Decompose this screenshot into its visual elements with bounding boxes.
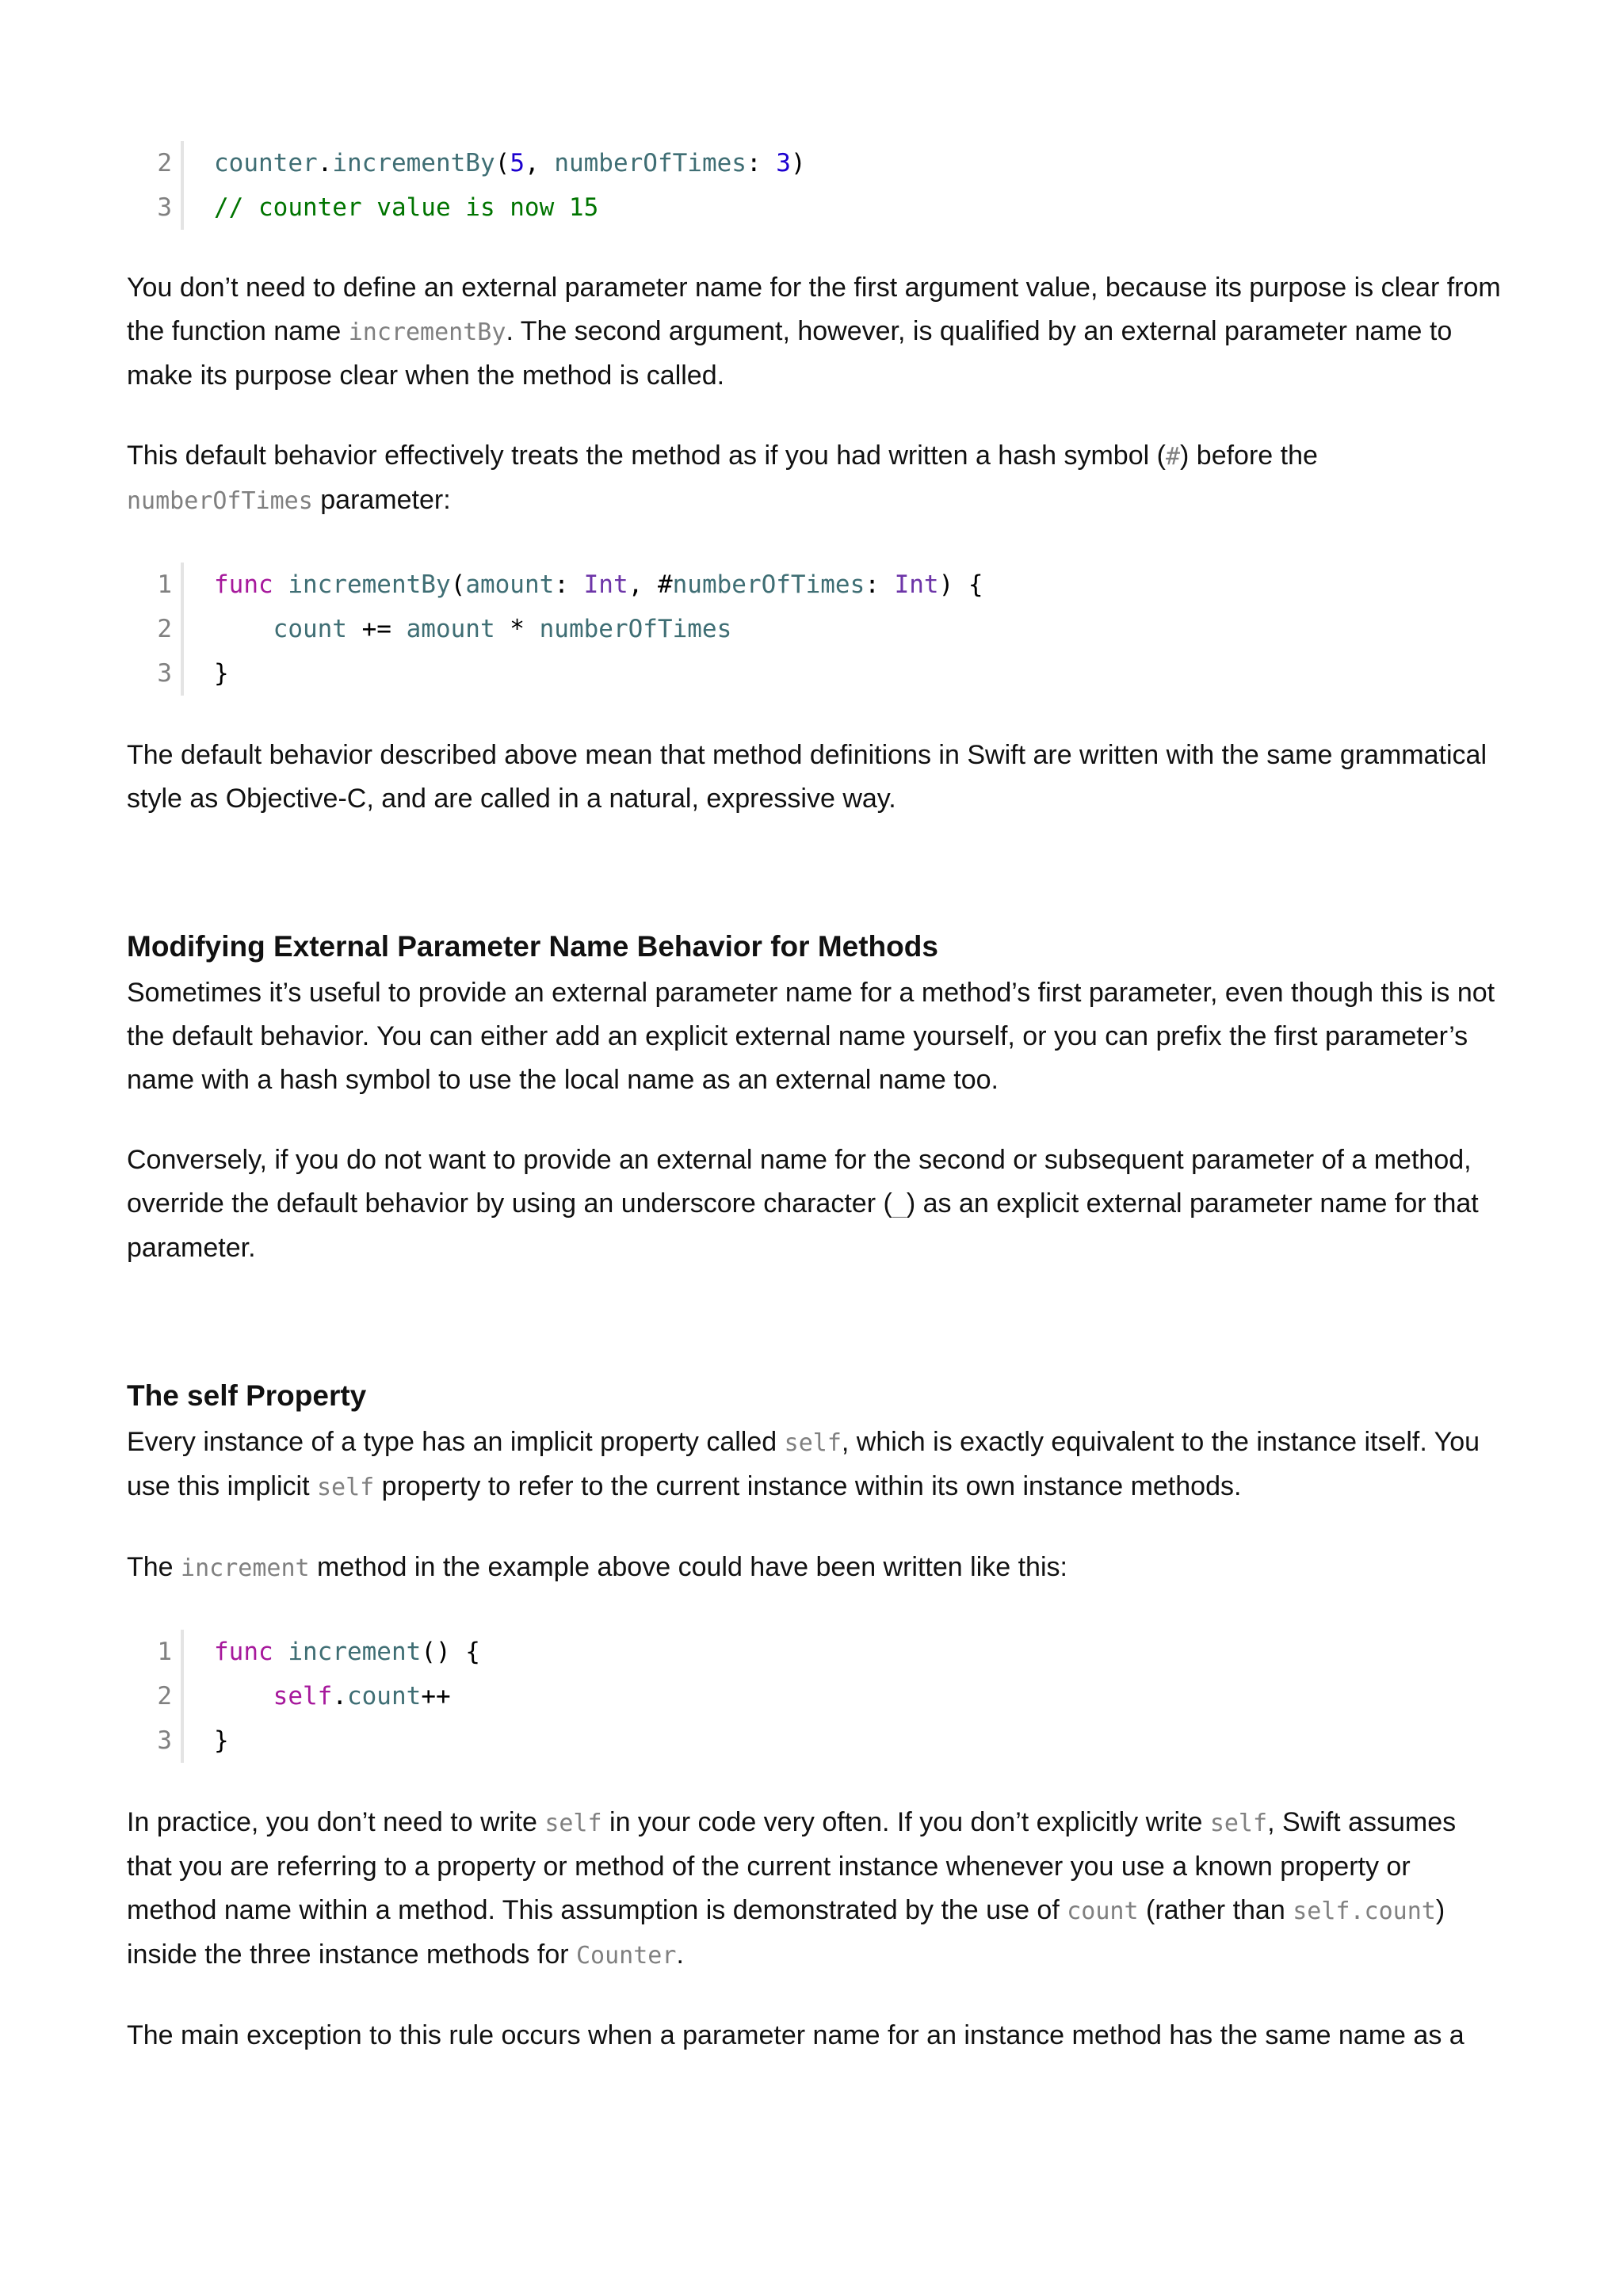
text-span: method in the example above could have been written like this: xyxy=(309,1552,1067,1582)
code-line xyxy=(127,1674,1506,1718)
paragraph-external-name-first-argument xyxy=(127,266,1506,398)
code-token: ( xyxy=(450,570,466,599)
code-line xyxy=(127,1718,1506,1763)
inline-code-self-count: self.count xyxy=(1293,1897,1436,1925)
inline-code-counter: Counter xyxy=(576,1942,677,1970)
text-span: (rather than xyxy=(1138,1895,1293,1925)
inline-code-self: self xyxy=(784,1429,842,1457)
code-token xyxy=(273,570,288,599)
code-token: : xyxy=(865,570,895,599)
inline-code-numberoftimes: numberOfTimes xyxy=(127,487,313,515)
line-number: 3 xyxy=(127,185,184,230)
inline-code-hash: # xyxy=(1165,443,1181,471)
code-token: func xyxy=(214,570,273,599)
text-span: . xyxy=(676,1939,684,1970)
code-token: * xyxy=(495,615,540,643)
code-line xyxy=(127,607,1506,651)
paragraph-implicit-self xyxy=(127,1421,1506,1509)
code-token xyxy=(214,615,273,643)
code-block-increment-self xyxy=(127,1630,1506,1763)
text-span: . The second argument, however, is qualified by an external parameter name to make its purpose clear when the method is called. xyxy=(127,316,1453,391)
section-heading-self-property: The self Property xyxy=(127,1379,367,1412)
code-token: amount xyxy=(465,570,555,599)
code-token: += xyxy=(346,615,407,643)
text-span: The default behavior described above mean that method definitions in Swift are written with the same grammatical style as Objective-C, and are called in a natural, expressive way. xyxy=(127,740,1487,814)
document-page xyxy=(127,143,1506,2058)
code-token: Int xyxy=(583,570,628,599)
code-token: numberOfTimes xyxy=(672,570,865,599)
code-token xyxy=(214,1682,273,1711)
paragraph-increment-example xyxy=(127,1546,1506,1590)
code-token: Int xyxy=(894,570,939,599)
code-token xyxy=(273,1638,288,1666)
text-span: You don’t need to define an external parameter name for the first argument value, because its purpose is clear from the function name xyxy=(127,273,1501,346)
code-token: incrementBy xyxy=(288,570,451,599)
code-line xyxy=(127,185,1506,230)
text-span: The xyxy=(127,1552,181,1582)
line-number: 3 xyxy=(127,1718,184,1763)
code-token: ++ xyxy=(421,1682,451,1711)
text-span: parameter: xyxy=(312,485,451,515)
code-token: 5 xyxy=(510,149,525,177)
code-block-increment-call xyxy=(127,141,1506,230)
line-number: 2 xyxy=(127,141,184,185)
text-span: , Swift assumes that you are referring to a property or method of the current instance whenever you use a known property or method name within a method. This assumption is demonstrated by the use of xyxy=(127,1807,1457,1925)
code-line xyxy=(127,651,1506,696)
text-span: ) before the xyxy=(1180,441,1318,471)
inline-code-incrementby: incrementBy xyxy=(348,318,506,346)
code-text xyxy=(184,1674,451,1718)
inline-code-self: self xyxy=(1209,1810,1268,1837)
paragraph-first-parameter-external-name xyxy=(127,971,1506,1102)
line-number: 1 xyxy=(127,1630,184,1674)
paragraph-underscore-override xyxy=(127,1138,1506,1270)
code-token: ) { xyxy=(938,570,983,599)
code-token: , xyxy=(524,149,555,177)
inline-code-count: count xyxy=(1067,1897,1139,1925)
code-token: incrementBy xyxy=(332,149,495,177)
code-token: self xyxy=(273,1682,333,1711)
inline-code-self: self xyxy=(544,1810,602,1837)
text-span: Sometimes it’s useful to provide an external parameter name for a method’s first parameter, even though this is not the default behavior. You can either add an explicit external name yourself, or you can prefix the first parameter’s name with a hash symbol to use the local name as an external name too. xyxy=(127,978,1495,1095)
line-number: 2 xyxy=(127,607,184,651)
text-span: ) inside the three instance methods for xyxy=(127,1895,1445,1970)
code-token: count xyxy=(273,615,347,643)
paragraph-self-in-practice xyxy=(127,1801,1506,1978)
text-span: in your code very often. If you don’t explicitly write xyxy=(601,1807,1210,1837)
code-token: ( xyxy=(495,149,510,177)
code-token: func xyxy=(214,1638,273,1666)
code-text xyxy=(184,651,229,696)
text-span: This default behavior effectively treats the method as if you had written a hash symbol ( xyxy=(127,441,1166,471)
paragraph-default-behavior-hash xyxy=(127,434,1506,523)
code-token: amount xyxy=(406,615,495,643)
text-span: The main exception to this rule occurs when a parameter name for an instance method has the same name as a xyxy=(127,2020,1465,2050)
text-span: property to refer to the current instance within its own instance methods. xyxy=(374,1471,1242,1501)
code-token: , # xyxy=(628,570,673,599)
code-text xyxy=(184,1718,229,1763)
inline-code-increment: increment xyxy=(181,1554,310,1582)
code-line xyxy=(127,1630,1506,1674)
code-token: increment xyxy=(288,1638,422,1666)
code-token: () { xyxy=(421,1638,480,1666)
code-token: : xyxy=(746,149,777,177)
code-text xyxy=(184,141,806,185)
paragraph-default-behavior-objc xyxy=(127,734,1506,821)
code-token: . xyxy=(332,1682,347,1711)
code-text xyxy=(184,607,731,651)
code-token: // counter value is now 15 xyxy=(214,193,599,222)
code-token: count xyxy=(346,1682,422,1711)
inline-code-self: self xyxy=(316,1474,375,1501)
code-token: 3 xyxy=(776,149,791,177)
text-span: In practice, you don’t need to write xyxy=(127,1807,545,1837)
code-token: numberOfTimes xyxy=(539,615,732,643)
code-token: ) xyxy=(790,149,806,177)
text-span: Every instance of a type has an implicit property called xyxy=(127,1427,785,1457)
text-span: ) as an explicit external parameter name for that parameter. xyxy=(127,1188,1479,1263)
line-number: 3 xyxy=(127,651,184,696)
text-span: Conversely, if you do not want to provide an external name for the second or subsequent parameter of a method, override the default behavior by using an underscore character ( xyxy=(127,1145,1472,1219)
code-token: : xyxy=(554,570,584,599)
code-token: } xyxy=(214,1726,229,1755)
code-line xyxy=(127,563,1506,607)
line-number: 1 xyxy=(127,563,184,607)
code-token: } xyxy=(214,659,229,688)
code-token: . xyxy=(317,149,333,177)
text-span: , which is exactly equivalent to the instance itself. You use this implicit xyxy=(127,1427,1480,1501)
inline-code-underscore: _ xyxy=(892,1191,907,1219)
code-text xyxy=(184,185,598,230)
code-text xyxy=(184,1630,480,1674)
section-heading-modifying-external-names: Modifying External Parameter Name Behavior for Methods xyxy=(127,930,938,963)
code-text xyxy=(184,563,983,607)
code-token: counter xyxy=(214,149,318,177)
code-token: numberOfTimes xyxy=(554,149,747,177)
paragraph-main-exception xyxy=(127,2014,1506,2058)
code-block-incrementby-definition xyxy=(127,563,1506,696)
code-line xyxy=(127,141,1506,185)
line-number: 2 xyxy=(127,1674,184,1718)
